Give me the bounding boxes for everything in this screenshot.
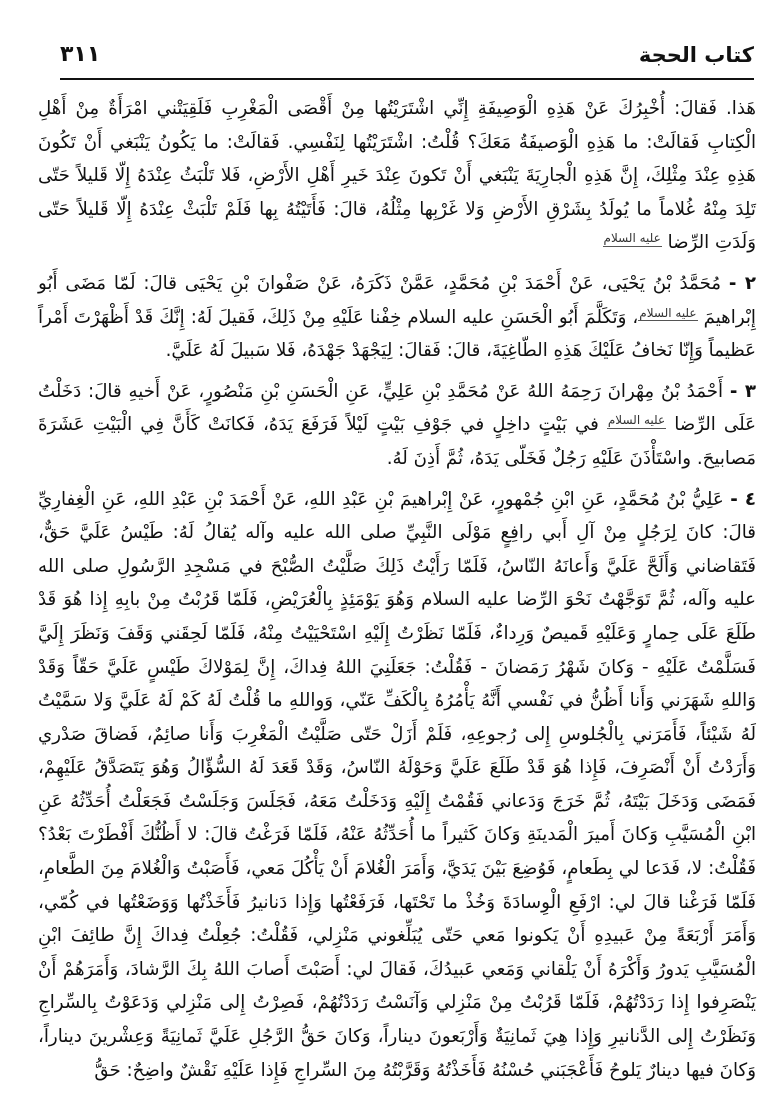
- hadith-number: ٣ -: [729, 380, 756, 402]
- paragraph-3: [38, 375, 756, 476]
- paragraph-1: [38, 92, 756, 260]
- hadith-number: ٤ -: [730, 488, 756, 510]
- page-number: ٣١١: [60, 42, 101, 67]
- header-divider: [60, 78, 754, 80]
- paragraph-tail: في بَيْتٍ داخِلٍ في جَوْفِ بَيْتٍ لَيْلاً فَرَفَعَ يَدَهُ، فَكانَتْ كَأَنَّ فِي الْبَيْتِ عَشَرَةَ مَصابيحَ. واسْتَأْذَنَ عَلَيْهِ رَجُلٌ فَخَلّى يَدَهُ، ثُمَّ أَذِنَ لَهُ.: [38, 414, 756, 469]
- page-body: [38, 92, 756, 1087]
- blessing-mark: عليه السلام: [607, 413, 666, 428]
- chapter-title: كتاب الحجة: [638, 43, 754, 67]
- page-header: [60, 28, 754, 72]
- paragraph-text: مُحَمَّدُ بْنُ يَحْيَى، عَنْ أَحْمَدَ بْنِ مُحَمَّدٍ، عَمَّنْ ذَكَرَهُ، عَنْ صَفْوانَ بْنِ يَحْيَى قالَ: لَمّا مَضَى أَبُو إِبْراهيمَ: [38, 272, 756, 328]
- paragraph-2: [38, 267, 756, 368]
- paragraph-4: [38, 483, 756, 1088]
- hadith-number: ٢ -: [728, 272, 756, 294]
- paragraph-text: هَذا. فَقالَ: أُخْبِرُكَ عَنْ هَذِهِ الْوَصِيفَةِ إِنِّي اشْتَرَيْتُها مِنْ أَقْصَى الْمَغْرِبِ فَلَقِيَتْني امْرَأَةٌ مِنْ أَهْلِ الْكِتابِ فَقالَتْ: ما هَذِهِ الْوَصيفَةُ مَعَكَ؟ قُلْتُ: اشْتَرَيْتُها لِنَفْسِي. فَقالَتْ: ما يَكُونُ يَنْبَغي أَنْ تَكُونَ هَذِهِ عِنْدَ مِثْلِكَ، إِنَّ هَذِهِ الْجارِيَةَ يَنْبَغي أَنْ تَكونَ عِنْدَ خَيرِ أَهْلِ الأَرْضِ، فَلا تَلْبَثُ عِنْدَهُ إِلّا قَليلاً حَتّى تَلِدَ مِنْهُ غُلاماً ما يُولَدُ بِشَرْقِ الأَرْضِ وَلا غَرْبِها مِثْلُهُ، قالَ: فَأَتَيْتُهُ بِها فَلَمْ تَلْبَثْ عِنْدَهُ إِلّا قَليلاً حَتّى وَلَدَتِ الرِّضا: [38, 98, 756, 254]
- blessing-mark: عليه السلام: [603, 231, 661, 246]
- paragraph-text: عَلِيُّ بْنُ مُحَمَّدٍ، عَنِ ابْنِ جُمْهورٍ، عَنْ إِبْراهيمَ بْنِ عَبْدِ اللهِ، عَنْ أَحْمَدَ بْنِ عَبْدِ اللهِ، عَنِ الْغِفارِيِّ قالَ: كانَ لِرَجُلٍ مِنْ آلِ أَبي رافِعٍ مَوْلَى النَّبِيِّ صلى الله عليه وآله يُقالُ لَهُ: طَيْسُ عَلَيَّ حَقٌّ، فَتَقاضاني وَأَلَحَّ عَلَيَّ وَأَعانَهُ النّاسُ، فَلَمّا رَأَيْتُ ذَلِكَ صَلَّيْتُ الصُّبْحَ في مَسْجِدِ الرَّسُولِ صلى الله عليه وآله، ثُمَّ تَوَجَّهْتُ نَحْوَ الرِّضا عليه السلام وَهُوَ يَوْمَئِذٍ بِالْعُرَيْضِ، فَلَمّا قَرُبْتُ مِنْ بابِهِ إِذا هُوَ قَدْ طَلَعَ عَلَى حِمارٍ وَعَلَيْهِ قَميصٌ وَرِداءٌ، فَلَمّا نَظَرْتُ إِلَيْهِ اسْتَحْيَيْتُ مِنْهُ، فَلَمّا لَحِقَني وَقَفَ وَنَظَرَ إِلَيَّ فَسَلَّمْتُ عَلَيْهِ - وَكانَ شَهْرُ رَمَضانَ - فَقُلْتُ: جَعَلَنِيَ اللهُ فِداكَ، إِنَّ لِمَوْلاكَ طَيْسٍ عَلَيَّ حَقّاً وَقَدْ وَاللهِ شَهَرَني وَأَنا أَظُنُّ في نَفْسي أَنَّهُ يَأْمُرُهُ بِالْكَفِّ عَنّي، وَواللهِ ما قُلْتُ لَهُ كَمْ لَهُ عَلَيَّ وَلا سَمَّيْتُ لَهُ شَيْئاً، فَأَمَرَني بِالْجُلوسِ إِلى رُجوعِهِ، فَلَمْ أَزَلْ حَتّى صَلَّيْتُ الْمَغْرِبَ وَأَنا صائِمٌ، فَضاقَ صَدْري وَأَرَدْتُ أَنْ أَنْصَرِفَ، فَإِذا هُوَ قَدْ طَلَعَ عَلَيَّ وَحَوْلَهُ النّاسُ، وَقَدْ قَعَدَ لَهُ السُّؤّالُ وَهُوَ يَتَصَدَّقُ عَلَيْهِمْ، فَمَضَى وَدَخَلَ بَيْتَهُ، ثُمَّ خَرَجَ وَدَعاني فَقُمْتُ إِلَيْهِ وَدَخَلْتُ مَعَهُ، فَجَلَسَ وَجَلَسْتُ فَجَعَلْتُ أُحَدِّثُهُ عَنِ ابْنِ الْمُسَيَّبِ وَكانَ أَميرَ الْمَدينَةِ وَكانَ كَثيراً ما أُحَدِّثُهُ عَنْهُ، فَلَمّا فَرَغْتُ قالَ: لا أَظُنُّكَ أَفْطَرْتَ بَعْدُ؟ فَقُلْتُ: لا، فَدَعا لي بِطَعامٍ، فَوُضِعَ بَيْنَ يَدَيَّ، وَأَمَرَ الْغُلامَ أَنْ يَأْكُلَ مَعي، فَأَصَبْتُ وَالْغُلامَ مِنَ الطَّعامِ، فَلَمّا فَرَغْنا قالَ لي: ارْفَعِ الْوِسادَةَ وَخُذْ ما تَحْتَها، فَرَفَعْتُها وَإِذا دَنانيرُ فَأَخَذْتُها وَوَضَعْتُها في كُمّي، وَأَمَرَ أَرْبَعَةً مِنْ عَبيدِهِ أَنْ يَكونوا مَعي حَتّى يُبَلِّغوني مَنْزِلي، فَقُلْتُ: جُعِلْتُ فِداكَ إِنَّ طائِفَ ابْنِ الْمُسَيَّبِ يَدورُ وَأَكْرَهُ أَنْ يَلْقاني وَمَعي عَبيدُكَ، فَقالَ لي: أَصَبْتَ أَصابَ اللهُ بِكَ الرَّشادَ، وَأَمَرَهُمْ أَنْ يَنْصَرِفوا إِذا رَدَدْتُهُمْ، فَلَمّا قَرُبْتُ مِنْ مَنْزِلي وَآنَسْتُ رَدَدْتُهُمْ، فَصِرْتُ إِلى مَنْزِلي وَدَعَوْتُ بِالسِّراجِ وَنَظَرْتُ إِلى الدَّنانيرِ وَإِذا هِيَ ثَمانِيَةٌ وَأَرْبَعونَ ديناراً، وَكانَ حَقُّ الرَّجُلِ عَلَيَّ ثَمانِيَةً وَعِشْرينَ ديناراً، وَكانَ فيها دينارٌ يَلوحُ فَأَعْجَبَني حُسْنُهُ فَأَخَذْتُهُ وَقَرَّبْتُهُ مِنَ السِّراجِ فَإِذا عَلَيْهِ نَقْشٌ واضِحٌ: حَقُّ: [38, 488, 756, 1081]
- paragraph-tail: ، وَتَكَلَّمَ أَبُو الْحَسَنِ عليه السلام خِفْنا عَلَيْهِ مِنْ ذَلِكَ، فَقيلَ لَهُ: إِنَّكَ قَدْ أَظْهَرْتَ أَمْراً عَظيماً وَإِنّا نَخافُ عَلَيْكَ هَذِهِ الطّاغِيَةَ، قالَ: فَقالَ: لِيَجْهَدْ جَهْدَهُ، فَلا سَبيلَ لَهُ عَلَيَّ.: [38, 306, 756, 362]
- blessing-mark: عليه السلام: [639, 305, 697, 320]
- paragraph-text: أَحْمَدُ بْنُ مِهْرانَ رَحِمَهُ اللهُ عَنْ مُحَمَّدِ بْنِ عَلِيٍّ، عَنِ الْحَسَنِ بْنِ مَنْصُورٍ، عَنْ أَخيهِ قالَ: دَخَلْتُ عَلَى الرِّضا: [38, 380, 756, 436]
